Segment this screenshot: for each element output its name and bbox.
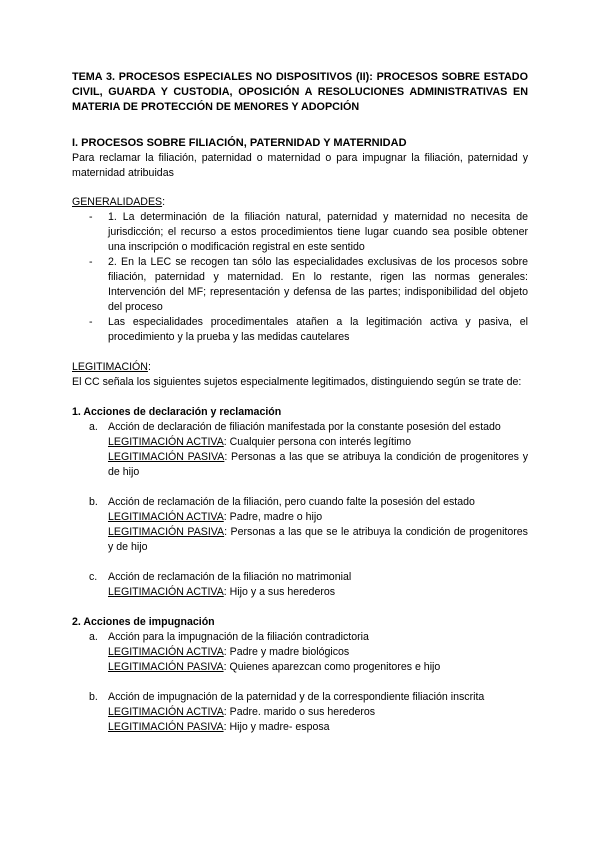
acciones-impugnacion (72, 615, 528, 735)
legitimacion-intro: El CC señala los siguientes sujetos especialmente legitimados, distinguiendo según se trate de: (72, 376, 522, 388)
list-item: b. Acción de reclamación de la filiación, pero cuando falte la posesión del estado LEGITIMACIÓN ACTIVA: Padre, madre o hijo LEGITIMACIÓN PASIVA: Personas a las que se le atribuya la condición de progenitores y de hijo (89, 496, 528, 553)
acciones-list (72, 630, 528, 735)
acciones-list (72, 420, 528, 600)
list-item: a. Acción para la impugnación de la filiación contradictoria LEGITIMACIÓN ACTIVA: Padre y madre biológicos LEGITIMACIÓN PASIVA: Quienes aparezcan como progenitores e hijo (89, 631, 441, 673)
document-title: TEMA 3. PROCESOS ESPECIALES NO DISPOSITIVOS (II): PROCESOS SOBRE ESTADO CIVIL, GUARDA Y CUSTODIA, OPOSICIÓN A RESOLUCIONES ADMINISTRATIVAS EN MATERIA DE PROTECCIÓN DE MENORES Y ADOPCIÓN (72, 71, 528, 113)
section-intro: Para reclamar la filiación, paternidad o maternidad o para impugnar la filiación, paternidad y maternidad atribuidas (72, 152, 528, 179)
legitimacion-block (72, 360, 528, 390)
legitimacion-heading: LEGITIMACIÓN: (72, 361, 151, 373)
list-item: a. Acción de declaración de filiación manifestada por la constante posesión del estado LEGITIMACIÓN ACTIVA: Cualquier persona con interés legítimo LEGITIMACIÓN PASIVA: Personas a las que se atribuya la condición de progenitores y de hijo (89, 421, 528, 478)
list-item: c. Acción de reclamación de la filiación no matrimonial LEGITIMACIÓN ACTIVA: Hijo y a sus herederos (89, 571, 352, 598)
list-item: - 1. La determinación de la filiación natural, paternidad y maternidad no necesita de jurisdicción; el recurso a estos procedimientos tiene lugar cuando sea posible obtener una inscripción o modificación registral en este sentido (72, 210, 528, 255)
section-heading: I. PROCESOS SOBRE FILIACIÓN, PATERNIDAD Y MATERNIDAD (72, 137, 407, 149)
subsection-heading: 2. Acciones de impugnación (72, 616, 215, 628)
list-item: - Las especialidades procedimentales atañen a la legitimación activa y pasiva, el procedimiento y la prueba y las medidas cautelares (72, 315, 528, 345)
generalidades-heading: GENERALIDADES: (72, 196, 166, 208)
subsection-heading: 1. Acciones de declaración y reclamación (72, 406, 282, 418)
generalidades-list (72, 210, 528, 345)
document-page (72, 70, 528, 735)
list-item: - 2. En la LEC se recogen tan sólo las especialidades exclusivas de los procesos sobre filiación, paternidad y maternidad. En lo restante, rigen las normas generales: Intervención del MF; representación y defensa de las partes; indisponibilidad del objeto del proceso (72, 255, 528, 315)
acciones-declaracion (72, 405, 528, 600)
list-item: b. Acción de impugnación de la paternidad y de la correspondiente filiación inscrita LEGITIMACIÓN ACTIVA: Padre. marido o sus herederos LEGITIMACIÓN PASIVA: Hijo y madre- esposa (89, 691, 485, 733)
generalidades-block (72, 195, 528, 345)
